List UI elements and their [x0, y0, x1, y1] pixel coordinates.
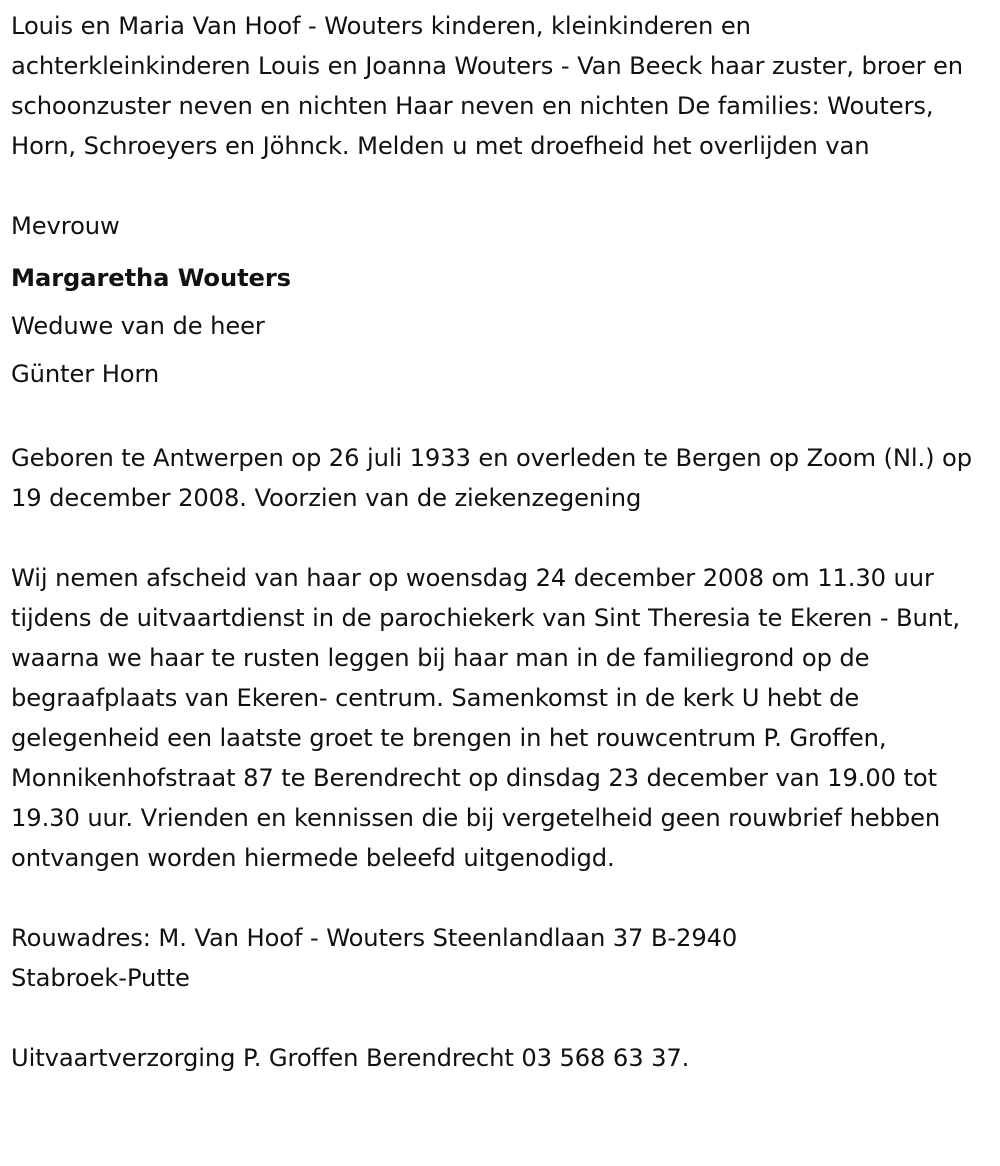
widow-of-label: Weduwe van de heer: [11, 312, 265, 340]
funeral-director: Uitvaartverzorging P. Groffen Berendrecht 03 568 63 37.: [11, 1044, 690, 1072]
spouse-name: Günter Horn: [11, 360, 160, 388]
mourning-address-line-2: Stabroek-Putte: [11, 964, 190, 992]
ceremony-paragraph: Wij nemen afscheid van haar op woensdag 24 december 2008 om 11.30 uur tijdens de uitvaartdienst in de parochiekerk van Sint Theresia te Ekeren - Bunt, waarna we haar te rusten leggen bij haar man in de familiegrond op de begraafplaats van Ekeren- centrum. Samenkomst in de kerk U hebt de gelegenheid een laatste groet te brengen in het rouwcentrum P. Groffen, Monnikenhofstraat 87 te Berendrecht op dinsdag 23 december van 19.00 tot 19.30 uur. Vrienden en kennissen die bij vergetelheid geen rouwbrief hebben ontvangen worden hiermede beleefd uitgenodigd.: [11, 564, 960, 872]
mourning-address-line-1: Rouwadres: M. Van Hoof - Wouters Steenlandlaan 37 B-2940: [11, 924, 738, 952]
birth-death-paragraph: Geboren te Antwerpen op 26 juli 1933 en overleden te Bergen op Zoom (Nl.) op 19 december 2008. Voorzien van de ziekenzegening: [11, 444, 972, 512]
salutation: Mevrouw: [11, 212, 120, 240]
obituary-notice: [11, 6, 993, 1118]
intro-paragraph: Louis en Maria Van Hoof - Wouters kinderen, kleinkinderen en achterkleinkinderen Louis en Joanna Wouters - Van Beeck haar zuster, broer en schoonzuster neven en nichten Haar neven en nichten De families: Wouters, Horn, Schroeyers en Jöhnck. Melden u met droefheid het overlijden van: [11, 12, 964, 160]
mourning-address: [11, 918, 993, 998]
deceased-name: Margaretha Wouters: [11, 264, 291, 292]
deceased-block: [11, 206, 993, 398]
